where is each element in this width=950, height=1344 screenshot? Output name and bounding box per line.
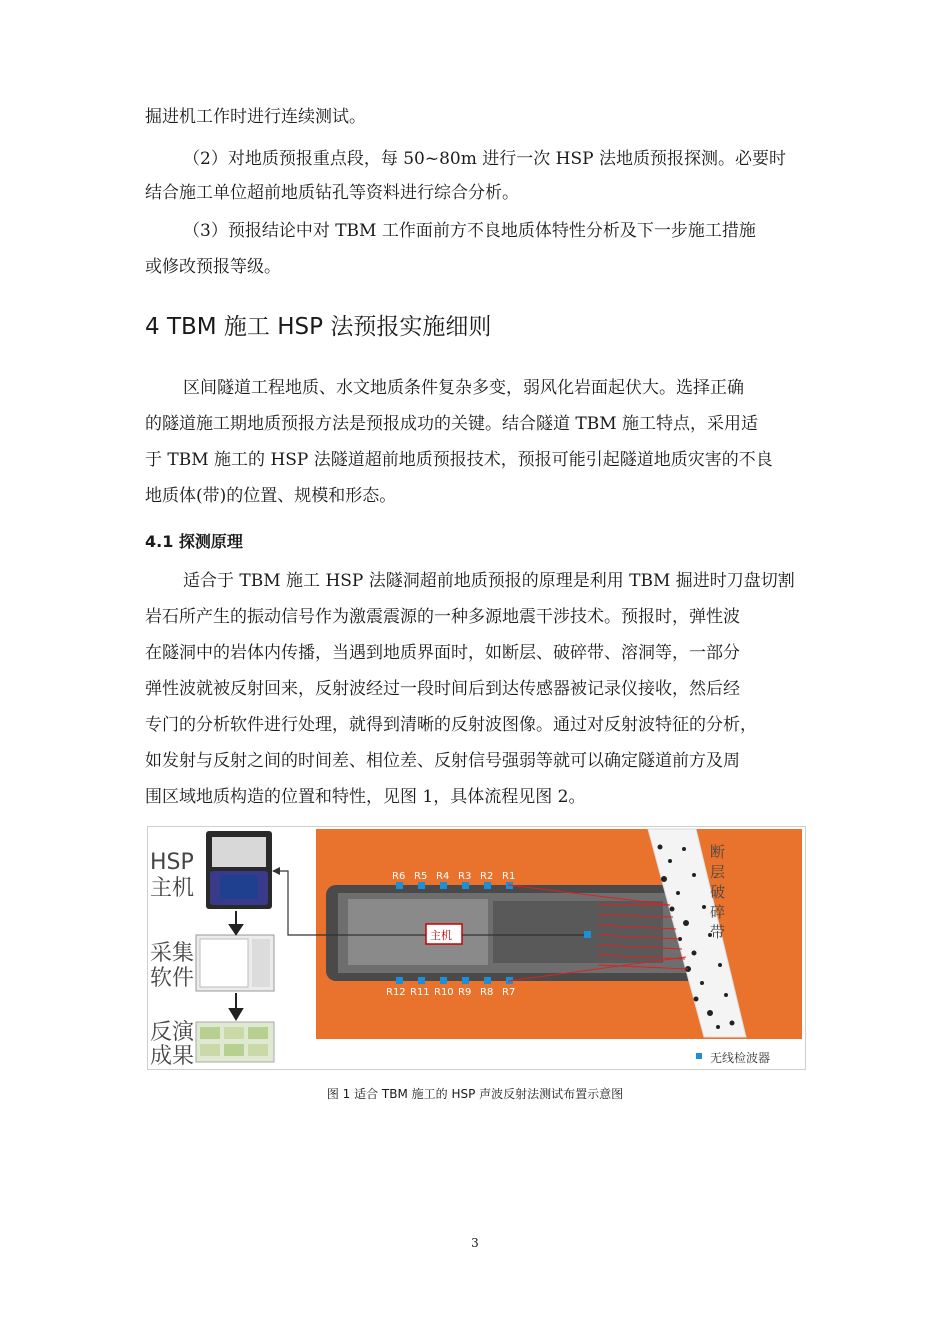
svg-text:碎: 碎 bbox=[710, 903, 726, 921]
figure-1 bbox=[147, 826, 806, 1070]
paragraph-line: 结合施工单位超前地质钻孔等资料进行综合分析。 bbox=[145, 183, 519, 203]
svg-text:带: 带 bbox=[710, 923, 726, 941]
legend-marker bbox=[696, 1053, 702, 1059]
receiver-label: R7 bbox=[502, 987, 516, 998]
hsp-layout-diagram bbox=[148, 827, 805, 1069]
paragraph-line: 的隧道施工期地质预报方法是预报成功的关键。结合隧道 TBM 施工特点，采用适 bbox=[145, 414, 759, 434]
receiver-label: R8 bbox=[480, 987, 494, 998]
receiver-label: R6 bbox=[392, 871, 406, 882]
paragraph-line: 于 TBM 施工的 HSP 法隧道超前地质预报技术，预报可能引起隧道地质灾害的不良 bbox=[145, 450, 773, 470]
receiver-label: R5 bbox=[414, 871, 428, 882]
paragraph-line: 围区域地质构造的位置和特性，见图 1，具体流程见图 2。 bbox=[145, 787, 586, 807]
receiver-label: R4 bbox=[436, 871, 450, 882]
front-sensor bbox=[584, 931, 591, 938]
label-host: 主机 bbox=[150, 876, 195, 901]
paragraph-line: （2）对地质预报重点段，每 50~80m 进行一次 HSP 法地质预报探测。必要时 bbox=[183, 149, 786, 169]
paragraph-line: 岩石所产生的振动信号作为激震震源的一种多源地震干涉技术。预报时，弹性波 bbox=[145, 607, 740, 627]
fault-label bbox=[710, 843, 725, 941]
receiver-label: R2 bbox=[480, 871, 494, 882]
legend-label: 无线检波器 bbox=[710, 1051, 771, 1065]
paragraph-line: 适合于 TBM 施工 HSP 法隧洞超前地质预报的原理是利用 TBM 掘进时刀盘切割 bbox=[183, 571, 795, 591]
paragraph-line: 或修改预报等级。 bbox=[145, 257, 281, 277]
receiver-label: R11 bbox=[410, 987, 430, 998]
label-acquire: 采集 bbox=[150, 941, 195, 966]
section-heading-4-1: 4.1 探测原理 bbox=[145, 532, 243, 551]
receiver-label: R12 bbox=[386, 987, 406, 998]
paragraph-line: 如发射与反射之间的时间差、相位差、反射信号强弱等就可以确定隧道前方及周 bbox=[145, 751, 740, 771]
svg-text:破: 破 bbox=[710, 883, 726, 901]
figure-caption: 图 1 适合 TBM 施工的 HSP 声波反射法测试布置示意图 bbox=[326, 1087, 624, 1101]
result-image bbox=[196, 1022, 274, 1062]
section-heading-4: 4 TBM 施工 HSP 法预报实施细则 bbox=[145, 314, 492, 340]
paragraph-line: 地质体(带)的位置、规模和形态。 bbox=[145, 486, 397, 506]
paragraph-line: 弹性波就被反射回来，反射波经过一段时间后到达传感器被记录仪接收，然后经 bbox=[145, 679, 740, 699]
label-result: 成果 bbox=[150, 1044, 195, 1069]
paragraph-line: 掘进机工作时进行连续测试。 bbox=[145, 107, 366, 127]
receiver-label: R3 bbox=[458, 871, 472, 882]
paragraph-line: 专门的分析软件进行处理，就得到清晰的反射波图像。通过对反射波特征的分析， bbox=[145, 715, 757, 735]
software-screenshot bbox=[196, 935, 274, 991]
label-hsp: HSP bbox=[150, 850, 194, 875]
paragraph-line: 在隧洞中的岩体内传播，当遇到地质界面时，如断层、破碎带、溶洞等，一部分 bbox=[145, 643, 740, 663]
receiver-label: R10 bbox=[434, 987, 454, 998]
paragraph-line: 区间隧道工程地质、水文地质条件复杂多变，弱风化岩面起伏大。选择正确 bbox=[183, 378, 744, 398]
receiver-label: R1 bbox=[502, 871, 516, 882]
paragraph-line: （3）预报结论中对 TBM 工作面前方不良地质体特性分析及下一步施工措施 bbox=[183, 221, 756, 241]
receiver-label: R9 bbox=[458, 987, 472, 998]
svg-text:断: 断 bbox=[710, 843, 726, 861]
svg-text:层: 层 bbox=[710, 863, 726, 881]
host-device-image bbox=[206, 831, 272, 909]
host-box-label: 主机 bbox=[430, 929, 452, 942]
label-software: 软件 bbox=[150, 966, 195, 991]
label-inversion: 反演 bbox=[150, 1020, 195, 1045]
page-number: 3 bbox=[471, 1236, 479, 1250]
